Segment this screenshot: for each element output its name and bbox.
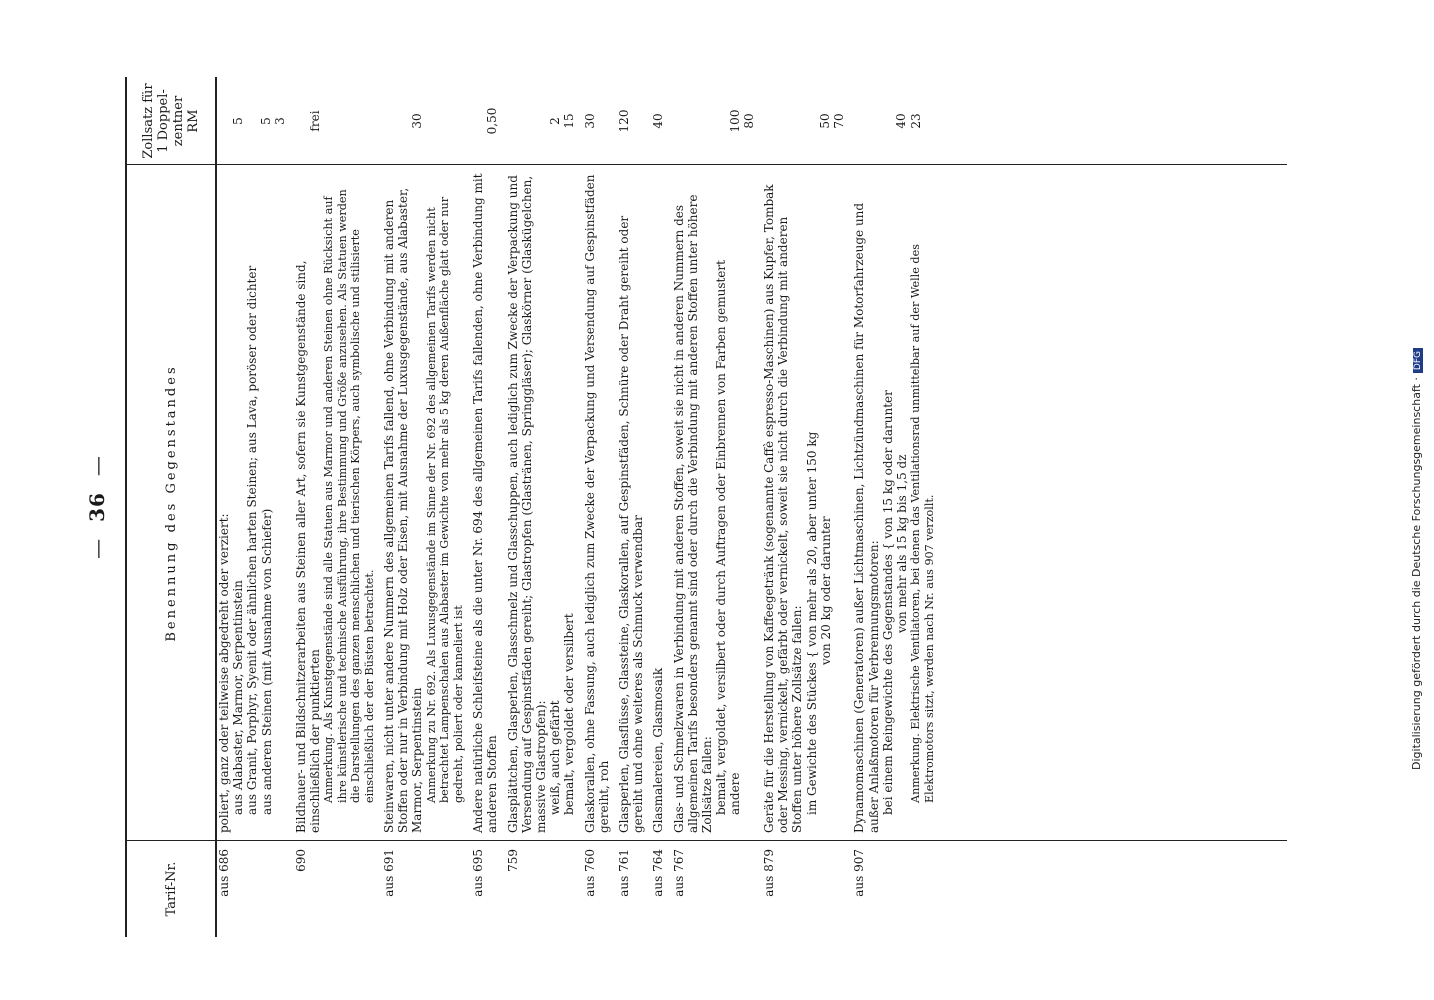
description [471, 165, 499, 841]
table-row [382, 77, 465, 937]
table-body [217, 77, 936, 937]
rate-cell [583, 77, 611, 165]
description-line: Glaskorallen, ohne Fassung, auch lediglich zum Zwecke der Verpackung und Versendung auf Gespinstfäden gereiht, roh [582, 174, 611, 833]
description [583, 165, 611, 841]
description-line: Glasplättchen, Glasperlen, Glasschmelz und Glasschuppen, auch lediglich zum Zwecke der Verpackung und Versendung auf Gespinstfäden gereiht; Glastropfen (Glastränen, Springgläser); Glaskörner (Glaskügelchen, massive Glastropfen): [505, 175, 548, 833]
rate-value: 23 [908, 113, 923, 129]
stamp-caption: Digitalisierung gefördert durch die Deutsche Forschungsgemeinschaft · [1410, 377, 1423, 770]
description [294, 165, 376, 841]
rate-value: 0,50 [485, 107, 500, 135]
description-line: aus Alabaster, Marmor, Serpentinstein [231, 580, 246, 815]
rate-value: 50 [817, 113, 832, 129]
digitization-stamp [1410, 0, 1434, 1000]
description [762, 165, 846, 841]
tariff-number: 759 [505, 849, 520, 872]
rate-value: 5 [231, 117, 245, 125]
annotation-note: Anmerkung. Als Kunstgegenstände sind alle Statuen aus Marmor und anderen Steinen ohne Rücksicht auf ihre künstlerische und technische Ausführung, ihre Bestimmung und Größe anzusehen. Als Statuen werden die Darstellungen des ganzen menschlichen und tierischen Körpers, auch symbolische und stilisierte einschließlich der der Büsten betrachtet. [322, 189, 376, 803]
rate-value: frei [307, 110, 322, 132]
rate-value: 80 [741, 113, 756, 129]
header-rate-line3: zentner [171, 95, 186, 147]
rate-cell [471, 77, 499, 165]
description-line: Andere natürliche Schleifsteine als die unter Nr. 694 des allgemeinen Tarifs fallenden, ohne Verbindung mit anderen Stoffen [471, 173, 500, 833]
description-line: Steinwaren, nicht unter andere Nummern des allgemeinen Tarifs fallend, ohne Verbindung mit anderen Stoffen oder nur in Verbindung mit Holz oder Eisen, mit Ausnahme der Luxusgegenstände, aus Alabaster, Marmor, Serpentinstein [382, 187, 425, 833]
header-rate-line2: 1 Doppel- [156, 89, 171, 153]
rate-value: 30 [410, 113, 425, 129]
page-dash-right: — [85, 455, 109, 477]
header-tariff-nr: Tarif-Nr. [127, 840, 215, 937]
description-line: Glas- und Schmelzwaren in Verbindung mit anderen Stoffen, soweit sie nicht in anderen Nummern des allgemeinen Tarifs besonders genannt sind oder durch die Verbindung mit anderen Stoffen unter höhere Zollsätze fallen: [671, 194, 714, 833]
rate-value: 70 [832, 113, 847, 129]
description [382, 165, 465, 841]
description-line: bemalt, vergoldet oder versilbert [562, 613, 577, 815]
table-header [125, 77, 217, 937]
rate-value: 40 [651, 113, 666, 129]
dfg-logo: DFG [1413, 348, 1423, 373]
table-row [672, 77, 756, 937]
rate-cell [672, 77, 756, 165]
rate-cell [506, 77, 577, 165]
table-row [294, 77, 376, 937]
description-line: im Gewichte des Stückes { von mehr als 20, aber unter 150 kg [804, 431, 819, 815]
header-rate-unit: RM [186, 109, 201, 133]
description-line: von 20 kg oder darunter [818, 516, 833, 665]
description-line: weiß, auch gefärbt [548, 700, 563, 815]
tariff-number: aus 761 [616, 849, 631, 897]
tariff-number: aus 907 [852, 849, 867, 897]
description [506, 165, 577, 841]
header-rate [127, 77, 215, 165]
description-line: Glasperlen, Glasflüsse, Glassteine, Glaskorallen, auf Gespinstfäden, Schnüre oder Draht gereiht oder gereiht und ohne weiteres als Schmuck verwendbar [616, 215, 646, 833]
rate-value: 2 [547, 117, 562, 125]
rate-cell [382, 77, 465, 165]
stamp-text [1410, 0, 1423, 770]
description-line: Dynamomaschinen (Generatoren) außer Lichtmaschinen, Lichtzündmaschinen für Motorfahrzeuge und außer Anlaßmotoren für Verbrennungsmotoren: [852, 202, 881, 833]
page-number [85, 77, 109, 937]
description-line: aus Granit, Porphyr, Syenit oder ähnlichen harten Steinen; aus Lava, poröser oder dichter [245, 265, 260, 815]
description-line: bei einem Reingewichte des Gegenstandes { von 15 kg oder darunter [880, 390, 895, 815]
header-description: Benennung des Gegenstandes [127, 164, 215, 841]
description-line: aus anderen Steinen (mit Ausnahme von Schiefer) [259, 508, 274, 815]
rate-cell [852, 77, 936, 165]
tariff-number: aus 760 [582, 849, 597, 897]
tariff-number: aus 767 [671, 849, 686, 897]
rate-value: 3 [273, 117, 288, 125]
description [672, 165, 756, 841]
rate-cell [651, 77, 665, 165]
table-row [762, 77, 846, 937]
table-row [617, 77, 645, 937]
annotation-note: Anmerkung zu Nr. 692. Als Luxusgegenstände im Sinne der Nr. 692 des allgemeinen Tarifs werden nicht betrachtet Lampenschalen aus Alabaster im Gewichte von mehr als 5 kg deren Außenfläche glatt oder nur gedreht, poliert oder kanneliert ist [424, 196, 465, 803]
page-dash-left: — [85, 537, 109, 559]
description-line: Bildhauer- und Bildschnitzerarbeiten aus Steinen aller Art, sofern sie Kunstgegenstände sind, einschließlich der punktierten [293, 260, 322, 833]
table-row [217, 77, 288, 937]
table-row [852, 77, 936, 937]
description-line: Geräte für die Herstellung von Kaffeegetränk (sogenannte Caffè espresso-Maschinen) aus Kupfer, Tombak oder Messing, vernickelt, gefärbt oder vernickelt, soweit sie nicht durch die Verbindung mit anderen Stoffen unter höhere Zollsätze fallen: [761, 184, 805, 833]
annotation-note: Anmerkung. Elektrische Ventilatoren, bei denen das Ventilationsrad unmittelbar auf der Welle des Elektromotors sitzt, werden nach Nr. aus 907 verzollt. [909, 244, 936, 803]
description-line: von mehr als 15 kg bis 1,5 dz [894, 454, 909, 633]
tariff-number: aus 764 [651, 849, 666, 897]
tariff-number: aus 695 [471, 849, 486, 897]
description-line: poliert, ganz oder teilweise abgedreht oder verziert: [217, 513, 231, 833]
rate-value: 5 [259, 117, 274, 125]
header-rate-line1: Zollsatz für [141, 83, 156, 159]
description-line: bemalt, vergoldet, versilbert oder durch Auftragen oder Einbrennen von Farben gemustert [714, 260, 729, 815]
table-row [651, 77, 665, 937]
description-line: Glasmalereien, Glasmosaik [651, 667, 666, 833]
table-row [506, 77, 577, 937]
rate-value: 30 [582, 113, 597, 129]
rotated-tariff-table [85, 77, 1305, 937]
description [852, 165, 936, 841]
rate-cell [217, 77, 288, 165]
tariff-number: aus 686 [217, 849, 231, 897]
rate-value: 100 [727, 109, 742, 133]
rate-value: 120 [616, 109, 631, 133]
rate-value: 15 [561, 113, 576, 129]
description-line: andere [728, 772, 743, 815]
description [651, 165, 665, 841]
description [617, 165, 645, 841]
rate-cell [617, 77, 645, 165]
table-row [471, 77, 499, 937]
rate-cell [762, 77, 846, 165]
description [217, 165, 288, 841]
tariff-number: aus 691 [382, 849, 397, 897]
tariff-number: aus 879 [761, 849, 776, 897]
rate-cell [294, 77, 376, 165]
rate-value: 40 [894, 113, 909, 129]
table-row [583, 77, 611, 937]
page-number-value: 36 [85, 492, 109, 522]
tariff-number: 690 [293, 849, 308, 872]
